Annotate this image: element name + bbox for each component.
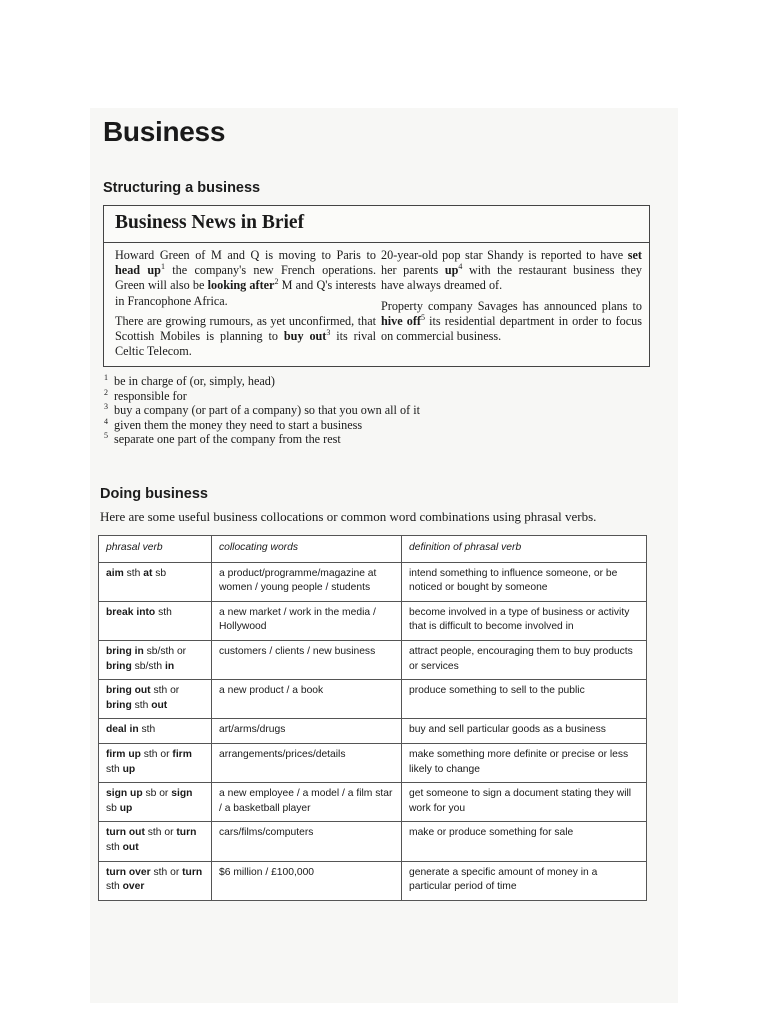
header-definition: definition of phrasal verb: [402, 536, 647, 563]
definition-cell: buy and sell particular goods as a business: [402, 719, 647, 744]
news-column-right: [381, 248, 642, 349]
verb-part: turn: [182, 866, 203, 878]
term-buy-out: buy out: [283, 329, 327, 344]
verb-object: sb: [106, 802, 120, 814]
term-up: up: [444, 263, 459, 278]
table-row: [99, 719, 647, 744]
verb-object: sb/sth or: [143, 645, 187, 657]
verb-part: turn: [176, 827, 197, 839]
term-set: set: [627, 248, 642, 262]
news-box: [103, 205, 650, 367]
news-column-left: [115, 248, 376, 364]
verb-object: sb/sth: [131, 660, 165, 672]
verb-object: sb: [152, 567, 167, 579]
phrasal-verb-cell: [99, 861, 212, 900]
verb-part: out: [122, 841, 139, 853]
verb-part: up: [119, 802, 133, 814]
news-item-savages: Property company Savages has announced plans to hive off$^5$ its residential department in order to focus on commercial business.: [381, 298, 642, 344]
table-row: [99, 680, 647, 719]
verb-part: bring in: [106, 645, 144, 657]
definition-cell: generate a specific amount of money in a particular period of time: [402, 861, 647, 900]
verb-object: sth or: [150, 685, 180, 697]
footnote: 4 given them the money they need to start a business: [104, 416, 363, 432]
verb-part: over: [122, 881, 145, 893]
footnote: 2 responsible for: [104, 387, 187, 403]
collocating-words-cell: a new market / work in the media / Hollywood: [212, 601, 402, 640]
verb-object: sth: [123, 567, 144, 579]
verb-object: sth: [155, 606, 172, 618]
collocating-words-cell: arrangements/prices/details: [212, 743, 402, 782]
verb-part: bring: [106, 699, 132, 711]
collocating-words-cell: a new employee / a model / a film star / a basketball player: [212, 783, 402, 822]
verb-object: sth or: [150, 866, 183, 878]
table-row: [99, 601, 647, 640]
table-row: [99, 822, 647, 861]
definition-cell: become involved in a type of business or activity that is difficult to become involved in: [402, 601, 647, 640]
collocating-words-cell: cars/films/computers: [212, 822, 402, 861]
news-item-shandy: 20-year-old pop star Shandy is reported to have set her parents $up^4$ with the restaurant business they have always dreamed of.: [381, 248, 642, 293]
term-hive-off: hive off: [381, 313, 421, 328]
page-title: Business: [103, 116, 226, 147]
footnote: 5 separate one part of the company from the rest: [104, 431, 341, 447]
verb-part: break into: [106, 606, 156, 618]
footnotes: [104, 374, 604, 447]
verb-object: sth: [106, 841, 123, 853]
collocating-words-cell: customers / clients / new business: [212, 640, 402, 679]
verb-part: deal in: [106, 724, 139, 736]
verb-part: in: [164, 660, 175, 672]
table-row: [99, 562, 647, 601]
phrasal-verb-cell: [99, 562, 212, 601]
verb-object: sth: [106, 881, 123, 893]
phrasal-verb-cell: [99, 783, 212, 822]
verb-part: sign: [171, 788, 193, 800]
definition-cell: get someone to sign a document stating they will work for you: [402, 783, 647, 822]
footnote: 1 be in charge of (or, simply, head): [104, 373, 275, 388]
phrasal-verb-cell: [99, 743, 212, 782]
verb-object: sb or: [142, 788, 172, 800]
verb-object: sth or: [144, 827, 177, 839]
collocating-words-cell: a product/programme/magazine at women / young people / students: [212, 562, 402, 601]
verb-part: up: [122, 763, 136, 775]
verb-part: turn over: [106, 866, 151, 878]
phrasal-verb-cell: [99, 822, 212, 861]
verb-part: at: [143, 567, 153, 579]
footnote: 3 buy a company (or part of a company) so that you own all of it: [104, 402, 420, 418]
collocating-words-cell: art/arms/drugs: [212, 719, 402, 744]
phrasal-verb-cell: [99, 680, 212, 719]
verb-object: sth: [106, 763, 123, 775]
table-row: [99, 783, 647, 822]
phrasal-verb-cell: [99, 719, 212, 744]
header-collocating-words: collocating words: [212, 536, 402, 563]
news-box-divider: [104, 242, 649, 243]
news-box-title: Business News in Brief: [115, 212, 305, 233]
verb-part: out: [151, 699, 168, 711]
table-row: [99, 861, 647, 900]
table-row: [99, 640, 647, 679]
phrasal-verb-cell: [99, 640, 212, 679]
term-head-up: head up: [115, 263, 161, 278]
verb-part: sign up: [106, 788, 143, 800]
table-row: [99, 743, 647, 782]
news-item-scottish-mobiles: There are growing rumours, as yet unconfirmed, that Scottish Mobiles is planning to buy out$^3$ its rival Celtic Telecom.: [115, 313, 376, 359]
verb-part: aim: [106, 567, 124, 579]
news-item-green: Howard Green of M and Q is moving to Paris to head $up^1$ the company's new French operations. Green will also be looking after$^2$ M and Q's interests in Francophone Africa.: [115, 248, 376, 308]
verb-object: sth or: [140, 748, 173, 760]
definition-cell: make or produce something for sale: [402, 822, 647, 861]
verb-object: sth: [131, 699, 152, 711]
collocating-words-cell: $6 million / £100,000: [212, 861, 402, 900]
verb-part: bring: [106, 660, 132, 672]
definition-cell: make something more definite or precise or less likely to change: [402, 743, 647, 782]
verb-object: sth: [138, 724, 156, 736]
term-looking-after: looking after: [207, 278, 275, 293]
verb-part: firm up: [106, 748, 141, 760]
verb-part: firm: [172, 748, 192, 760]
section-intro: Here are some useful business collocations or common word combinations using phrasal verbs.: [100, 509, 597, 524]
header-phrasal-verb: phrasal verb: [99, 536, 212, 563]
section-heading-doing-business: Doing business: [100, 486, 208, 502]
collocating-words-cell: a new product / a book: [212, 680, 402, 719]
verb-part: bring out: [106, 685, 151, 697]
table-header-row: [99, 536, 647, 563]
definition-cell: intend something to influence someone, or be noticed or bought by someone: [402, 562, 647, 601]
verb-part: turn out: [106, 827, 145, 839]
definition-cell: produce something to sell to the public: [402, 680, 647, 719]
section-heading-structuring: Structuring a business: [103, 180, 261, 196]
definition-cell: attract people, encouraging them to buy products or services: [402, 640, 647, 679]
phrasal-verb-cell: [99, 601, 212, 640]
phrasal-verbs-table: [98, 535, 647, 901]
